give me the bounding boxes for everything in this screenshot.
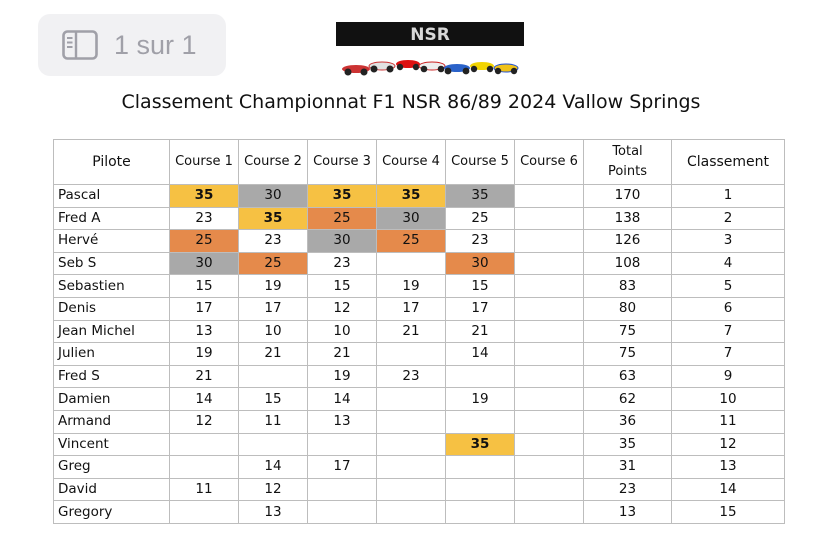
header-total-line1: Total [612, 144, 643, 159]
course-2-cell: 35 [239, 207, 308, 230]
table-row [54, 275, 785, 298]
header-total-line2: Points [607, 164, 648, 179]
table-row [54, 456, 785, 479]
course-6-cell [515, 478, 584, 501]
total-points-cell: 75 [584, 320, 672, 343]
total-points-cell: 83 [584, 275, 672, 298]
course-5-cell [446, 456, 515, 479]
course-1-cell: 12 [170, 410, 239, 433]
course-1-cell: 15 [170, 275, 239, 298]
table-row [54, 207, 785, 230]
course-3-cell [308, 501, 377, 524]
course-6-cell [515, 343, 584, 366]
classement-cell: 6 [672, 297, 785, 320]
course-4-cell [377, 410, 446, 433]
table-row [54, 343, 785, 366]
table-row [54, 320, 785, 343]
total-points-cell: 35 [584, 433, 672, 456]
course-5-cell: 15 [446, 275, 515, 298]
table-row [54, 433, 785, 456]
course-2-cell: 15 [239, 388, 308, 411]
course-4-cell: 17 [377, 297, 446, 320]
course-5-cell: 30 [446, 252, 515, 275]
total-points-cell: 108 [584, 252, 672, 275]
course-3-cell: 10 [308, 320, 377, 343]
course-4-cell [377, 343, 446, 366]
course-4-cell [377, 252, 446, 275]
classement-cell: 5 [672, 275, 785, 298]
classement-cell: 9 [672, 365, 785, 388]
total-points-cell: 170 [584, 185, 672, 208]
total-points-cell: 63 [584, 365, 672, 388]
course-3-cell: 30 [308, 230, 377, 253]
course-6-cell [515, 433, 584, 456]
pilote-cell: Armand [54, 410, 170, 433]
classement-cell: 15 [672, 501, 785, 524]
pilote-cell: Sebastien [54, 275, 170, 298]
course-6-cell [515, 297, 584, 320]
course-3-cell: 23 [308, 252, 377, 275]
course-6-cell [515, 456, 584, 479]
table-row [54, 410, 785, 433]
course-4-cell [377, 388, 446, 411]
pilote-cell: Fred S [54, 365, 170, 388]
course-1-cell: 21 [170, 365, 239, 388]
course-2-cell: 10 [239, 320, 308, 343]
classement-cell: 12 [672, 433, 785, 456]
page-indicator[interactable] [38, 14, 226, 76]
classement-cell: 7 [672, 320, 785, 343]
course-6-cell [515, 501, 584, 524]
course-3-cell: 12 [308, 297, 377, 320]
course-3-cell: 15 [308, 275, 377, 298]
page-title: Classement Championnat F1 NSR 86/89 2024 Vallow Springs [121, 91, 701, 113]
course-2-cell [239, 433, 308, 456]
course-1-cell [170, 501, 239, 524]
course-6-cell [515, 410, 584, 433]
table-row [54, 501, 785, 524]
course-2-cell: 17 [239, 297, 308, 320]
pilote-cell: Pascal [54, 185, 170, 208]
course-3-cell [308, 433, 377, 456]
total-points-cell: 36 [584, 410, 672, 433]
header-row [54, 140, 785, 185]
header-course-1: Course 1 [170, 140, 239, 185]
course-5-cell: 35 [446, 433, 515, 456]
two-pages-icon [62, 30, 98, 60]
course-3-cell [308, 478, 377, 501]
course-2-cell: 30 [239, 185, 308, 208]
course-6-cell [515, 252, 584, 275]
header-course-4: Course 4 [377, 140, 446, 185]
total-points-cell: 13 [584, 501, 672, 524]
course-4-cell [377, 478, 446, 501]
course-5-cell [446, 365, 515, 388]
course-4-cell: 30 [377, 207, 446, 230]
course-2-cell: 13 [239, 501, 308, 524]
pilote-cell: David [54, 478, 170, 501]
total-points-cell: 31 [584, 456, 672, 479]
pilote-cell: Damien [54, 388, 170, 411]
table-row [54, 478, 785, 501]
standings-body [54, 185, 785, 524]
course-6-cell [515, 388, 584, 411]
classement-cell: 2 [672, 207, 785, 230]
course-4-cell: 23 [377, 365, 446, 388]
classement-cell: 10 [672, 388, 785, 411]
total-points-cell: 75 [584, 343, 672, 366]
classement-cell: 4 [672, 252, 785, 275]
course-2-cell: 12 [239, 478, 308, 501]
pilote-cell: Hervé [54, 230, 170, 253]
course-6-cell [515, 207, 584, 230]
course-4-cell: 35 [377, 185, 446, 208]
table-row [54, 297, 785, 320]
pilote-cell: Julien [54, 343, 170, 366]
course-5-cell: 19 [446, 388, 515, 411]
course-2-cell: 21 [239, 343, 308, 366]
course-2-cell: 14 [239, 456, 308, 479]
total-points-cell: 62 [584, 388, 672, 411]
classement-cell: 13 [672, 456, 785, 479]
course-1-cell: 17 [170, 297, 239, 320]
course-3-cell: 35 [308, 185, 377, 208]
pilote-cell: Jean Michel [54, 320, 170, 343]
course-1-cell: 30 [170, 252, 239, 275]
course-4-cell: 25 [377, 230, 446, 253]
course-4-cell [377, 433, 446, 456]
course-3-cell: 19 [308, 365, 377, 388]
course-6-cell [515, 320, 584, 343]
course-1-cell: 25 [170, 230, 239, 253]
classement-cell: 14 [672, 478, 785, 501]
course-5-cell [446, 410, 515, 433]
course-5-cell: 35 [446, 185, 515, 208]
header-pilote: Pilote [54, 140, 170, 185]
course-1-cell: 35 [170, 185, 239, 208]
classement-cell: 7 [672, 343, 785, 366]
total-points-cell: 138 [584, 207, 672, 230]
course-5-cell: 25 [446, 207, 515, 230]
course-1-cell: 13 [170, 320, 239, 343]
course-1-cell [170, 456, 239, 479]
table-row [54, 252, 785, 275]
course-2-cell: 11 [239, 410, 308, 433]
pilote-cell: Denis [54, 297, 170, 320]
pilote-cell: Greg [54, 456, 170, 479]
course-1-cell [170, 433, 239, 456]
nsr-f1-cars-logo [336, 22, 524, 80]
course-4-cell: 21 [377, 320, 446, 343]
course-5-cell [446, 501, 515, 524]
pilote-cell: Vincent [54, 433, 170, 456]
course-3-cell: 13 [308, 410, 377, 433]
page-indicator-text: 1 sur 1 [114, 29, 197, 60]
table-row [54, 388, 785, 411]
course-1-cell: 11 [170, 478, 239, 501]
classement-cell: 11 [672, 410, 785, 433]
table-row [54, 365, 785, 388]
header-course-3: Course 3 [308, 140, 377, 185]
course-2-cell: 19 [239, 275, 308, 298]
course-1-cell: 19 [170, 343, 239, 366]
table-row [54, 185, 785, 208]
pilote-cell: Seb S [54, 252, 170, 275]
course-4-cell [377, 456, 446, 479]
course-1-cell: 14 [170, 388, 239, 411]
course-5-cell: 21 [446, 320, 515, 343]
total-points-cell: 126 [584, 230, 672, 253]
course-6-cell [515, 365, 584, 388]
course-2-cell: 25 [239, 252, 308, 275]
standings-table [53, 139, 785, 524]
total-points-cell: 80 [584, 297, 672, 320]
course-3-cell: 21 [308, 343, 377, 366]
course-3-cell: 25 [308, 207, 377, 230]
course-6-cell [515, 275, 584, 298]
table-row [54, 230, 785, 253]
course-4-cell: 19 [377, 275, 446, 298]
header-total-points [584, 140, 672, 185]
course-5-cell: 14 [446, 343, 515, 366]
pilote-cell: Fred A [54, 207, 170, 230]
course-2-cell: 23 [239, 230, 308, 253]
course-3-cell: 14 [308, 388, 377, 411]
classement-cell: 3 [672, 230, 785, 253]
header-classement: Classement [672, 140, 785, 185]
logo-text: NSR [410, 25, 450, 45]
course-5-cell: 23 [446, 230, 515, 253]
classement-cell: 1 [672, 185, 785, 208]
course-1-cell: 23 [170, 207, 239, 230]
course-6-cell [515, 230, 584, 253]
header-course-6: Course 6 [515, 140, 584, 185]
course-5-cell [446, 478, 515, 501]
course-3-cell: 17 [308, 456, 377, 479]
course-4-cell [377, 501, 446, 524]
course-6-cell [515, 185, 584, 208]
course-2-cell [239, 365, 308, 388]
total-points-cell: 23 [584, 478, 672, 501]
header-course-5: Course 5 [446, 140, 515, 185]
pilote-cell: Gregory [54, 501, 170, 524]
course-5-cell: 17 [446, 297, 515, 320]
header-course-2: Course 2 [239, 140, 308, 185]
